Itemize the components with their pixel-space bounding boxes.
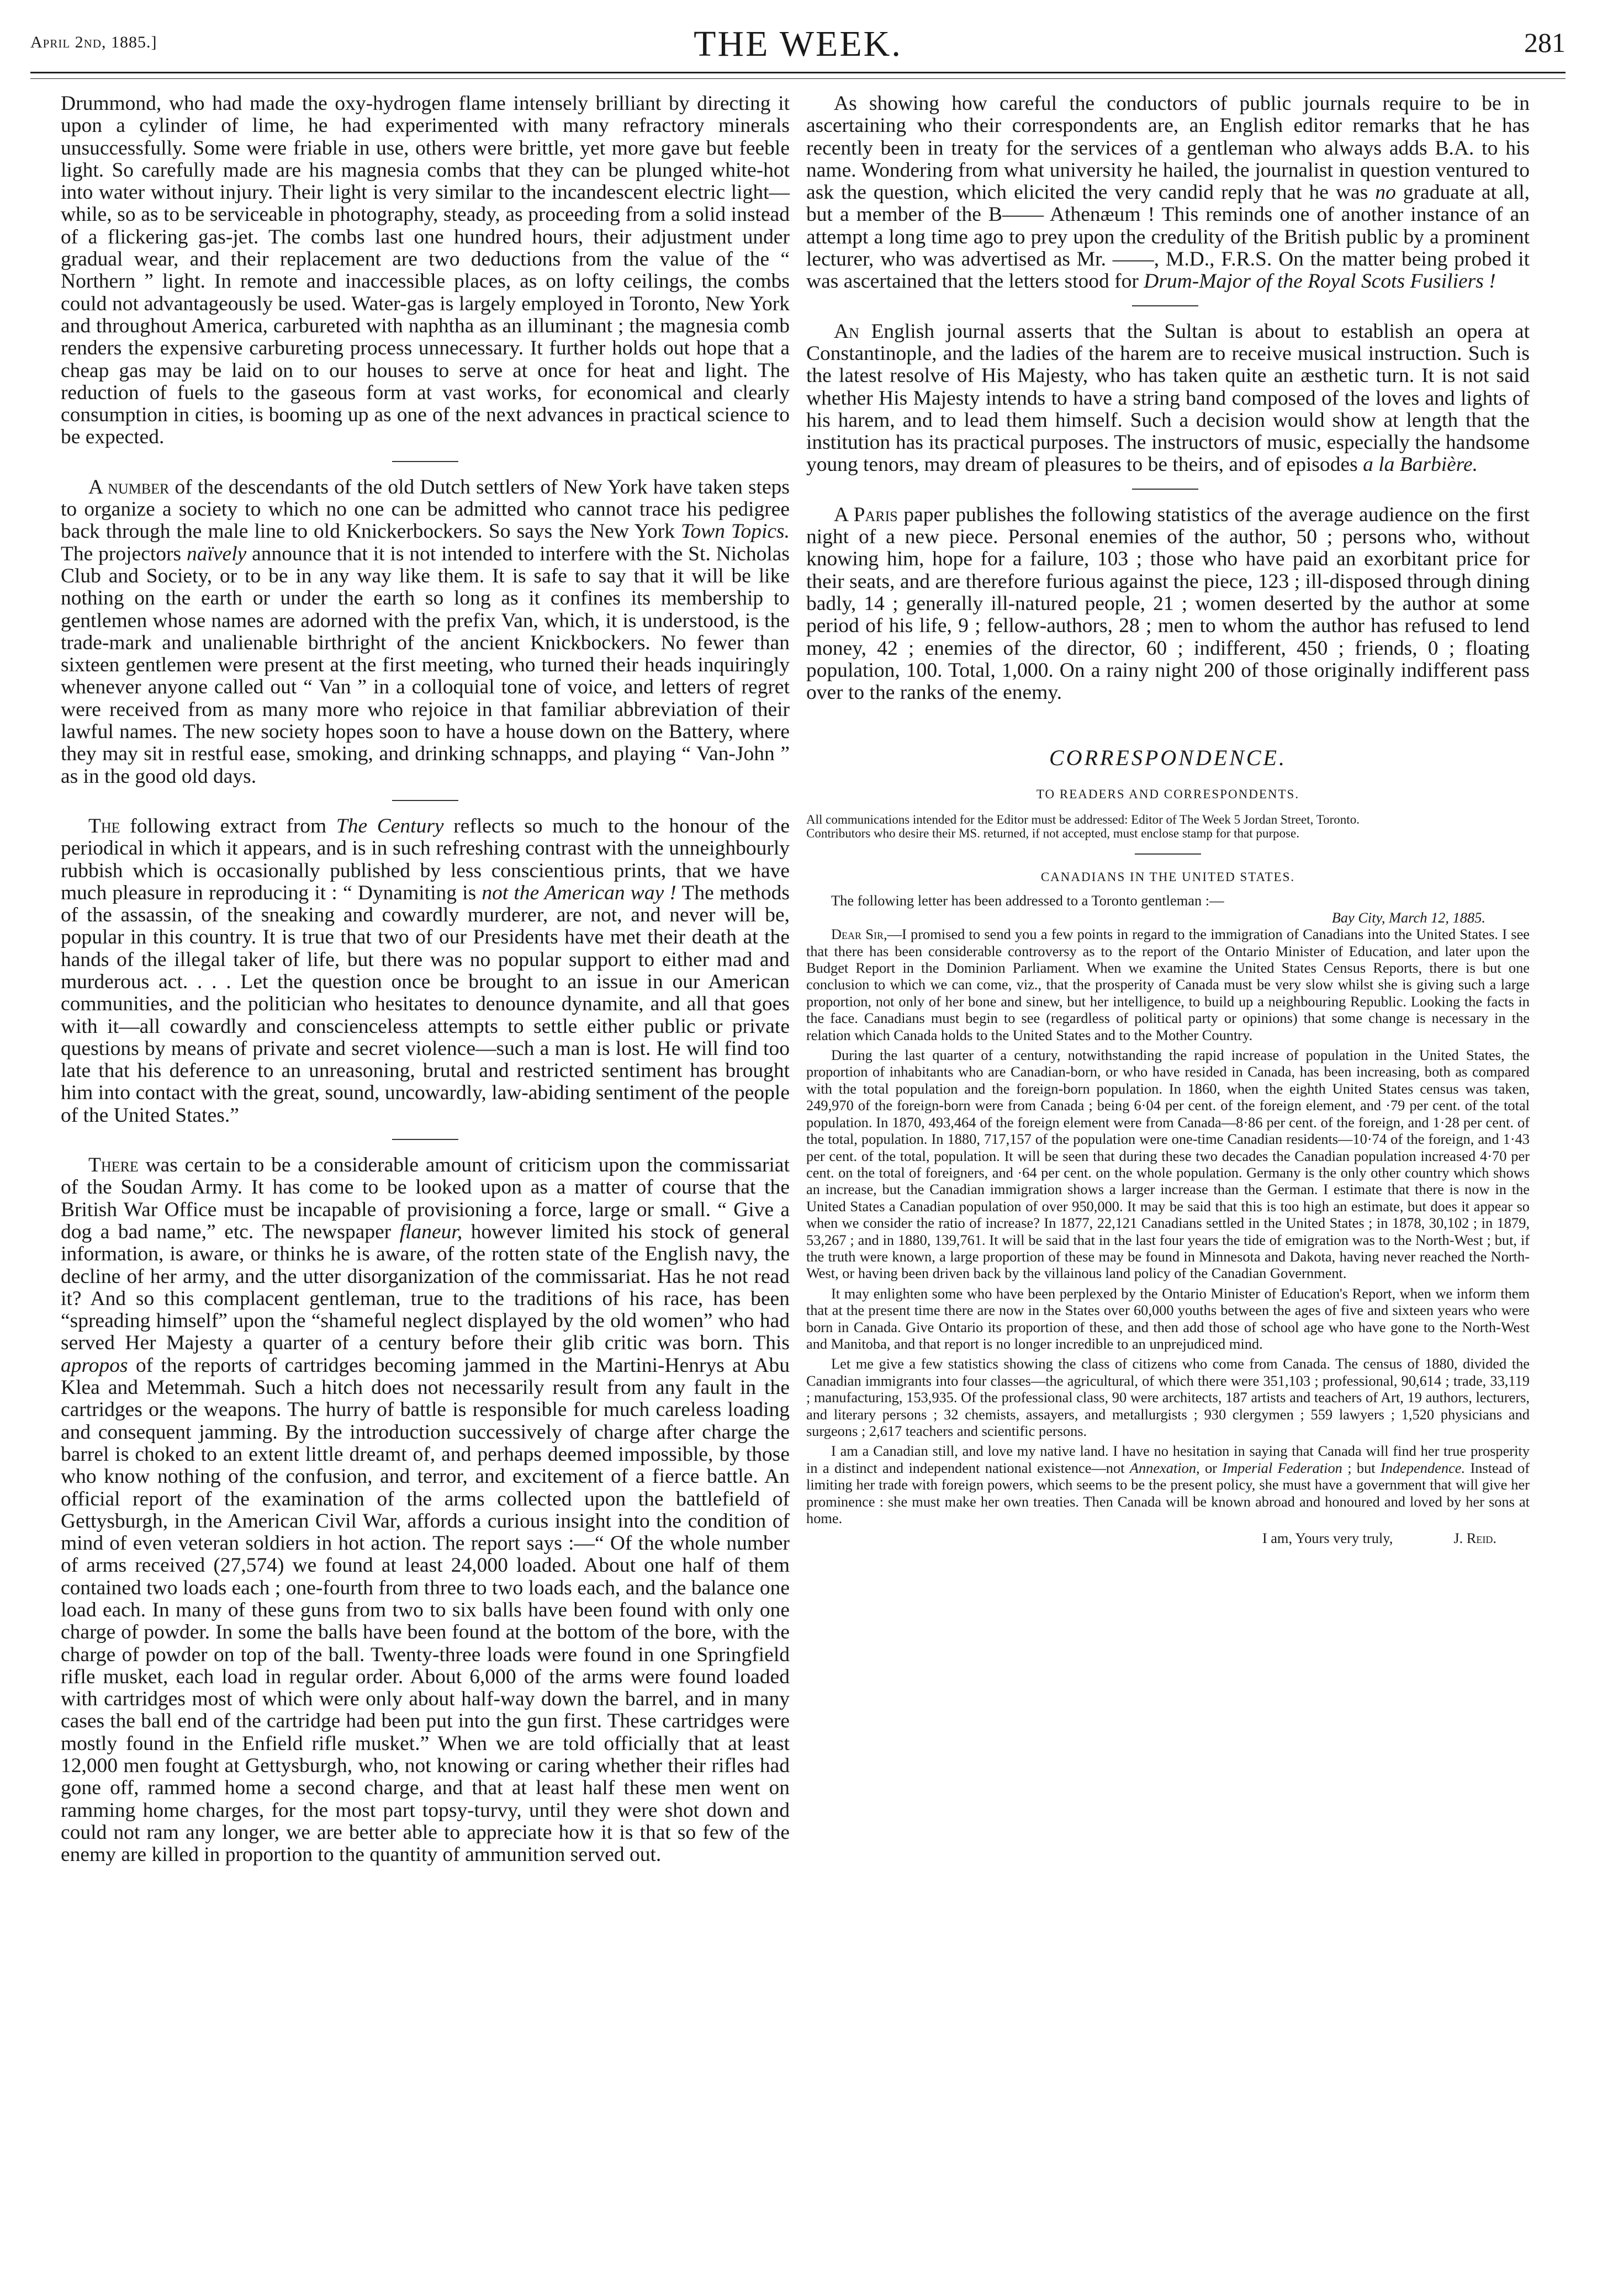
publication-title: THE WEEK. xyxy=(694,24,902,64)
letter-paragraph: It may enlighten some who have been perplexed by the Ontario Minister of Education's Report, when we inform them that at the present time there are now in the States over 60,000 youths between the ages of five and sixteen years who were born in Canada. Give Ontario its proportion of these, and then add those of school age who have gone to the North-West and Manitoba, and that report is no longer incredible to an unprejudiced mind. xyxy=(806,1285,1530,1352)
letter-paragraph: During the last quarter of a century, notwithstanding the rapid increase of population in the United States, the proportion of inhabitants who are Canadian-born, or who have resided in Canada, has been increasing, both as compared with the total population and the foreign-born population. In 1860, when the eighth United States census was taken, 249,970 of the foreign-born were from Canada ; being 6·04 per cent. of the foreign element, and ·79 per cent. of the total population. In 1870, 493,464 of the foreign element were from Canada—8·86 per cent. of the foreign, and 1·28 per cent. of the total, population. In 1880, 717,157 of the population were one-time Canadian residents—10·74 of the foreign, and 1·43 per cent. of the total, population. It will be seen that during these two decades the Canadian population increased 4·70 per cent. on the total of foreigners, and ·64 per cent. on the whole population. Germany is the only other country which shows an increase, but the Canadian immigration shows a larger increase than the German. I estimate that there is now in the United States a Canadian population of over 950,000. It may be said that this is too high an estimate, but does it appear so when we consider the ratio of increase? In 1877, 22,121 Canadians settled in the United States ; in 1878, 30,102 ; in 1879, 53,267 ; and in 1880, 139,761. It will be said that in the last four years the tide of emigration was to the North-West ; but, if the truth were known, a large proportion of these may be found in Minnesota and Dakota, having never reached the North-West, or having been driven back by the villainous land policy of the Canadian Government. xyxy=(806,1047,1530,1282)
section-divider xyxy=(1132,489,1198,490)
header-rule-thin xyxy=(30,78,1566,79)
closing: I am, Yours very truly, xyxy=(1262,1530,1393,1547)
section-divider xyxy=(392,461,458,462)
magnesia-comb-paragraph: Drummond, who had made the oxy-hydrogen flame intensely brilliant by directing it upon a cylinder of lime, he had experimented with many refractory minerals unsuccessfully. Some were friable in use, others were brittle, yet more gave but feeble light. So carefully made are his magnesia combs that they can be plunged white-hot into water without injury. Their light is very similar to the incandescent electric light—while, so as to be serviceable in photography, steady, as proceeding from a solid instead of a flickering gas-jet. The combs last one hundred hours, their adjustment under gradual wear, and their replacement are two deductions from the value of the “ Northern ” light. In remote and inaccessible places, as on lofty ceilings, the combs could not advantageously be used. Water-gas is largely employed in Toronto, New York and throughout America, carbureted with naphtha as an illuminant ; the magnesia comb renders the expensive carbureting process unnecessary. It further holds out hope that a cheap gas may be laid on to our houses to serve at once for heat and light. The reduction of fuels to the gaseous form at vast works, for economical and clearly consumption in cities, is booming up as one of the next advances in practical science to be expected. xyxy=(61,92,790,449)
left-column xyxy=(61,93,790,1867)
letter-heading: CANADIANS IN THE UNITED STATES. xyxy=(1040,870,1295,884)
letter-paragraph: I am a Canadian still, and love my native land. I have no hesitation in saying that Canada will find her true prosperity in a distinct and independent national existence—not Annexation, or Imperial Federation ; but Independence. Instead of limiting her trade with foreign powers, which seems to be the present policy, she must have a government that will give her prominence : she must make her own treaties. Then Canada will be known abroad and honoured and loved by her sons at home. xyxy=(806,1443,1530,1527)
section-divider xyxy=(392,1139,458,1140)
letter-dateline: Bay City, March 12, 1885. xyxy=(1331,909,1485,926)
letter-paragraph: Let me give a few statistics showing the class of citizens who come from Canada. The census of 1880, divided the Canadian immigrants into four classes—the agricultural, of which there were 351,103 ; professional, 90,614 ; trade, 33,119 ; manufacturing, 153,935. Of the professional class, 90 were architects, 187 artists and teachers of Art, 19 authors, lecturers, and literary persons ; 32 chemists, assayers, and metallurgists ; 930 clergymen ; 559 lawyers ; 1,520 physicians and surgeons ; 2,617 teachers and scientific persons. xyxy=(806,1355,1530,1440)
letter-signoff xyxy=(806,1530,1496,1546)
letter-paragraph: Dear Sir,—I promised to send you a few points in regard to the immigration of Canadians into the United States. I see that there has been considerable controversy as to the report of the Ontario Minister of Education, and later upon the Budget Report in the Dominion Parliament. When we examine the United States Census Reports, there is but one conclusion to which we can come, viz., that the prosperity of Canada must be very slow whilst she is giving such a large proportion, not only of her bone and sinew, but her intelligence, to build up a neighbouring Republic. Looking the facts in the face. Canadians must begin to see (regardless of political party or opinions) that some change is necessary in the relation which Canada holds to the United States and to the Mother Country. xyxy=(806,926,1530,1043)
dutch-settlers-paragraph: A number of the descendants of the old Dutch settlers of New York have taken steps to organize a society to which no one can be admitted who cannot trace his pedigree back through the male line to old Knickerbockers. So says the New York Town Topics. The projectors naïvely announce that it is not intended to interfere with the St. Nicholas Club and Society, or to be in any way like them. It is safe to say that it will be like nothing on the earth or under the earth so long as it confines its membership to gentlemen whose names are adorned with the prefix Van, which, it is understood, is the trade-mark and unalienable birthright of the ancient Knickbockers. No fewer than sixteen gentlemen were present at the first meeting, who turned their heads inquiringly whenever anyone called out “ Van ” in a colloquial tone of voice, and letters of regret were received from as many more who rejoice in that familiar abbreviation of their lawful names. The new society hopes soon to have a house down on the Battery, where they may sit in restful ease, smoking, and drinking schnapps, and playing “ Van-John ” as in the good old days. xyxy=(61,475,790,788)
signature: J. Reid. xyxy=(1453,1530,1496,1547)
readers-heading: TO READERS AND CORRESPONDENTS. xyxy=(1036,787,1300,802)
page-number: 281 xyxy=(1524,27,1566,58)
section-divider xyxy=(392,800,458,801)
right-column xyxy=(806,93,1530,1547)
issue-date: April 2nd, 1885.] xyxy=(30,33,157,51)
correspondence-heading: CORRESPONDENCE. xyxy=(1049,745,1287,771)
paris-audience-paragraph: A Paris paper publishes the following statistics of the average audience on the first night of a new piece. Personal enemies of the author, 50 ; persons who, without knowing him, hope for a failure, 103 ; those who have paid an exorbitant price for their seats, and are therefore furious against the piece, 123 ; ill-disposed through dining badly, 14 ; generally ill-natured people, 21 ; women deserted by the author at some period of his life, 9 ; fellow-authors, 28 ; men to whom the author has refused to lend money, 42 ; enemies of the director, 60 ; indifferent, 450 ; friends, 0 ; floating population, 100. Total, 1,000. On a rainy night 200 of those originally indifferent pass over to the ranks of the enemy. xyxy=(806,503,1530,704)
header-rule-thick xyxy=(30,72,1566,73)
section-divider xyxy=(1132,305,1198,306)
century-extract-paragraph: The following extract from The Century reflects so much to the honour of the periodical in which it appears, and is in such refreshing contrast with the unneighbourly rubbish which is occasionally published by less conscientious prints, that we have much pleasure in reproducing it : “ Dynamiting is not the American way ! The methods of the assassin, of the sneaking and cowardly murderer, are not, and never will be, popular in this country. It is true that two of our Presidents have met their death at the hands of the illegal taker of life, but there was no popular support to either mad and murderous act. . . . Let the question once be brought to an issue in our American communities, and the politician who hesitates to denounce dynamite, and all that goes with it—all cowardly and conscienceless attempts to settle either public or private questions by means of private and secret violence—such a man is lost. He will find too late that his deference to an unreasoning, brutal and restricted sentiment has brought him into contact with the great, sound, uncowardly, law-abiding sentiment of the people of the United States.” xyxy=(61,814,790,1127)
editor-address-note: All communications intended for the Editor must be addressed: Editor of The Week 5 Jordan Street, Toronto. xyxy=(806,813,1360,827)
salutation: Dear Sir, xyxy=(831,926,887,943)
contributors-note: Contributors who desire their MS. returned, if not accepted, must enclose stamp for that purpose. xyxy=(806,826,1299,841)
sultan-opera-paragraph: An English journal asserts that the Sultan is about to establish an opera at Constantinople, and the ladies of the harem are to receive musical instruction. Such is the latest resolve of His Majesty, who has taken quite an æsthetic turn. It is not said whether His Majesty intends to have a string band composed of the loves and lights of his harem, and to lead them himself. Such a decision would show at length that the institution has its practical purposes. The instructors of music, especially the handsome young tenors, may dream of pleasures to be theirs, and of episodes a la Barbière. xyxy=(806,320,1530,476)
section-divider xyxy=(1135,853,1201,855)
soudan-army-paragraph: There was certain to be a considerable amount of criticism upon the commissariat of the Soudan Army. It has come to be looked upon as a matter of course that the British War Office must be incapable of provisioning a force, large or small. “ Give a dog a bad name,” etc. The newspaper flaneur, however limited his stock of general information, is aware, or thinks he is aware, of the rotten state of the English navy, the decline of her army, and the utter disorganization of the commissariat. Has he not read it? And so this complacent gentleman, true to the traditions of his race, has been “spreading himself” upon the “shameful neglect displayed by the old women” who had served Her Majesty a quarter of a century before their glib critic was born. This apropos of the reports of cartridges becoming jammed in the Martini-Henrys at Abu Klea and Metemmah. Such a hitch does not necessarily result from any fault in the cartridges or the weapons. The hurry of battle is responsible for much careless loading and consequent jamming. By the introduction successively of charge after charge the barrel is choked to an extent little dreamt of, and perhaps deemed impossible, by those who know nothing of the confusion, and terror, and excitement of a fierce battle. An official report of the examination of the arms collected upon the battlefield of Gettysburgh, in the American Civil War, affords a curious insight into the condition of mind of even veteran soldiers in hot action. The report says :—“ Of the whole number of arms received (27,574) we found at least 24,000 loaded. About one half of them contained two loads each ; one-fourth from three to two loads each, and the balance one load each. In many of these guns from two to six balls have been found with only one charge of powder. In some the balls have been found at the bottom of the bore, with the charge of powder on top of the ball. Twenty-three loads were found in one Springfield rifle musket, each load in regular order. About 6,000 of the arms were found loaded with cartridges most of which were only about half-way down the barrel, and in many cases the ball end of the cartridge had been put into the gun first. These cartridges were mostly found in the Enfield rifle musket.” When we are told officially that at least 12,000 men fought at Gettysburgh, who, not knowing or caring whether their rifles had gone off, rammed home a second charge, and that at least half these men went on ramming home charges, for the most part topsy-turvy, until they were shot down and could not ram any longer, we are better able to appreciate how it is that so few of the enemy are killed in proportion to the quantity of ammunition served out. xyxy=(61,1154,790,1867)
letter-intro: The following letter has been addressed to a Toronto gentleman :— xyxy=(831,892,1224,909)
journal-correspondents-paragraph: As showing how careful the conductors of public journals require to be in ascertaining who their correspondents are, an English editor remarks that he has recently been in treaty for the services of a gentleman who always adds B.A. to his name. Wondering from what university he hailed, the journalist in question ventured to ask the question, which elicited the very candid reply that he was no graduate at all, but a member of the B—— Athenæum ! This reminds one of another instance of an attempt a long time ago to prey upon the credulity of the British public by a prominent lecturer, who was advertised as Mr. ——, M.D., F.R.S. On the matter being probed it was ascertained that the letters stood for Drum-Major of the Royal Scots Fusiliers ! xyxy=(806,92,1530,293)
page-header xyxy=(30,17,1566,66)
